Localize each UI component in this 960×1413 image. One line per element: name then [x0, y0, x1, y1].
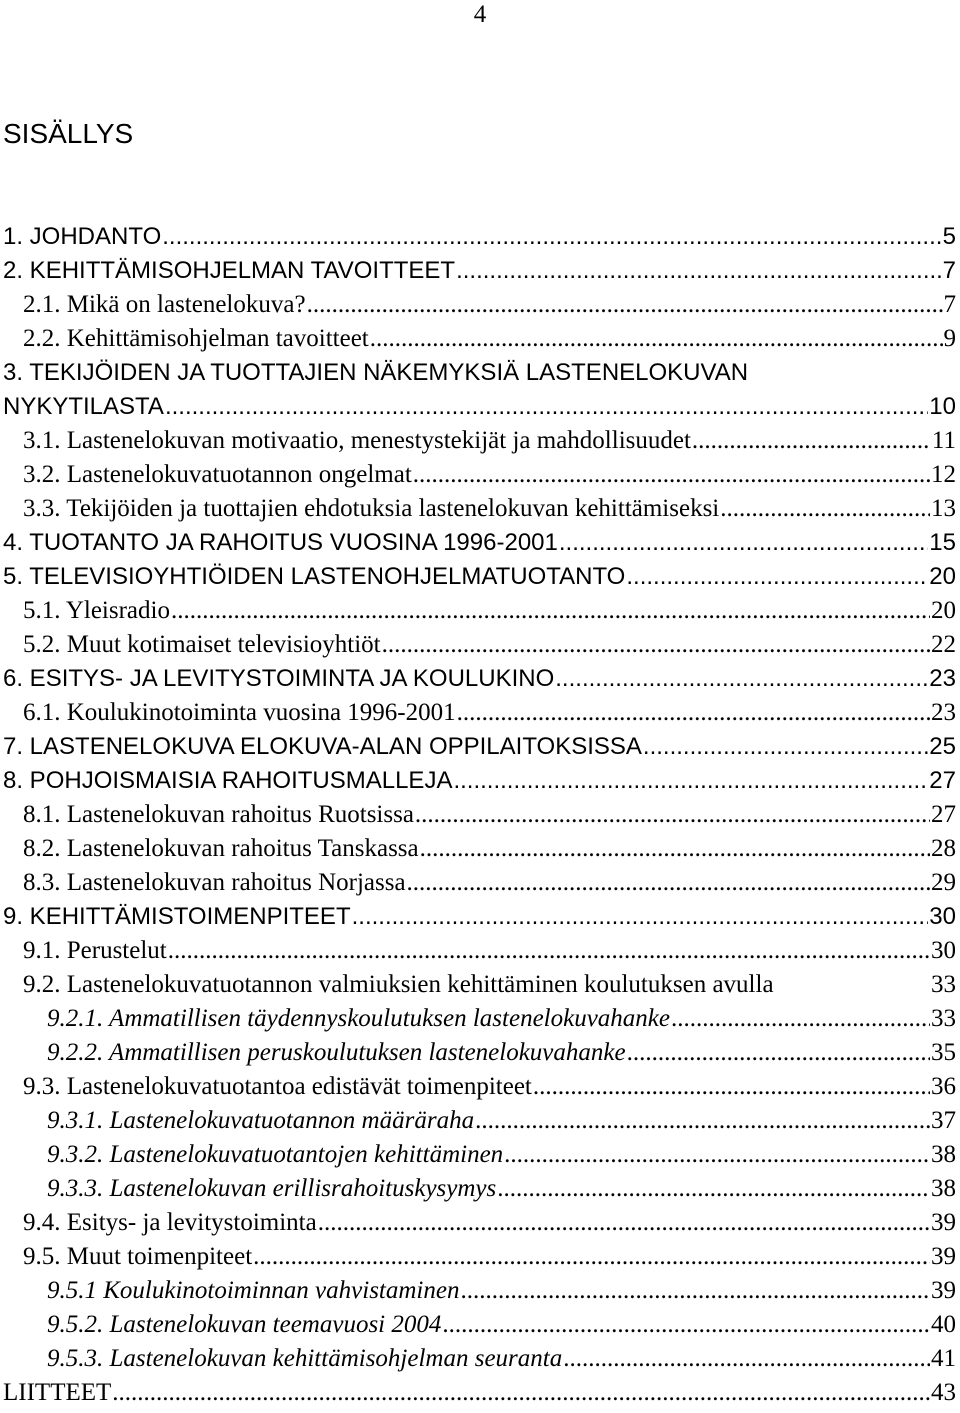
toc-entry	[0, 288, 960, 322]
toc-entry-title: 9. KEHITTÄMISTOIMENPITEET	[3, 903, 351, 930]
toc-entry-page: 35	[931, 1039, 956, 1066]
toc-dot-leader	[420, 832, 930, 866]
toc-dot-leader	[168, 934, 930, 968]
toc-dot-leader	[559, 526, 928, 560]
toc-entry-title: LIITTEET	[3, 1379, 112, 1406]
toc-entry-title: 8.1. Lastenelokuvan rahoitus Ruotsissa	[23, 801, 414, 828]
toc-entry-page: 28	[931, 835, 956, 862]
toc-entry	[0, 1002, 960, 1036]
toc-entry-title: 3.3. Tekijöiden ja tuottajien ehdotuksia lastenelokuvan kehittämiseksi	[23, 495, 720, 522]
toc-entry-page: 30	[929, 903, 956, 930]
toc-dot-leader	[318, 1206, 930, 1240]
toc-entry	[0, 1172, 960, 1206]
toc-entry-page: 33	[931, 1005, 956, 1032]
toc-dot-leader	[442, 1308, 930, 1342]
toc-entry-title: 9.2. Lastenelokuvatuotannon valmiuksien kehittäminen koulutuksen avulla	[23, 971, 774, 998]
toc-dot-leader	[352, 900, 929, 934]
toc-dot-leader	[171, 594, 930, 628]
toc-entry-title: 6. ESITYS- JA LEVITYSTOIMINTA JA KOULUKINO	[3, 665, 555, 692]
toc-entry	[0, 662, 960, 696]
toc-entry-title: 6.1. Koulukinotoiminta vuosina 1996-2001	[23, 699, 456, 726]
toc-entry	[0, 220, 960, 254]
toc-dot-leader	[112, 1376, 930, 1410]
toc-entry-page: 10	[929, 393, 956, 420]
toc-entry-title: 3.2. Lastenelokuvatuotannon ongelmat	[23, 461, 412, 488]
toc-entry	[0, 1308, 960, 1342]
toc-entry	[0, 934, 960, 968]
toc-dot-leader	[475, 1104, 930, 1138]
toc-entry-page: 43	[931, 1379, 956, 1406]
toc-entry-title: 1. JOHDANTO	[3, 223, 162, 250]
toc-dot-leader	[460, 1274, 930, 1308]
toc-entry-title: 3.1. Lastenelokuvan motivaatio, menestystekijät ja mahdollisuudet	[23, 427, 691, 454]
toc-dot-leader	[563, 1342, 930, 1376]
toc-entry-page: 27	[929, 767, 956, 794]
toc-entry-page: 7	[942, 257, 956, 284]
toc-entry	[0, 1342, 960, 1376]
toc-entry	[0, 526, 960, 560]
toc-entry-page: 23	[929, 665, 956, 692]
toc-entry-title: 9.1. Perustelut	[23, 937, 167, 964]
toc-entry-title: 2.2. Kehittämisohjelman tavoitteet	[23, 325, 369, 352]
toc-entry	[0, 968, 960, 1002]
toc-entry-page: 23	[931, 699, 956, 726]
toc-entry	[0, 254, 960, 288]
toc-dot-leader	[253, 1240, 930, 1274]
toc-entry-title: 8.2. Lastenelokuvan rahoitus Tanskassa	[23, 835, 419, 862]
toc-entry-page: 13	[931, 495, 956, 522]
toc-entry	[0, 1138, 960, 1172]
toc-entry-title: 9.2.2. Ammatillisen peruskoulutuksen lastenelokuvahanke	[47, 1039, 626, 1066]
toc-entry-page: 37	[931, 1107, 956, 1134]
toc-entry	[0, 696, 960, 730]
toc-dot-leader	[407, 866, 930, 900]
page-number: 4	[473, 1, 487, 28]
toc-entry	[0, 1206, 960, 1240]
toc-dot-leader	[627, 1036, 930, 1070]
toc-dot-leader	[457, 696, 930, 730]
toc-entry-page: 25	[929, 733, 956, 760]
toc-entry	[0, 322, 960, 356]
toc-entry	[0, 1104, 960, 1138]
toc-entry-page: 20	[931, 597, 956, 624]
toc-entry-title: 4. TUOTANTO JA RAHOITUS VUOSINA 1996-2001	[3, 529, 558, 556]
toc-entry-title: 2. KEHITTÄMISOHJELMAN TAVOITTEET	[3, 257, 456, 284]
toc-entry-title: 8. POHJOISMAISIA RAHOITUSMALLEJA	[3, 767, 453, 794]
toc-entry-page: 38	[931, 1141, 956, 1168]
toc-entry-page: 11	[931, 427, 956, 454]
toc-entry-page: 15	[929, 529, 956, 556]
toc-entry	[0, 594, 960, 628]
toc-entry-page: 39	[931, 1243, 956, 1270]
toc-entry	[0, 764, 960, 798]
toc-entry-title: 9.3.1. Lastenelokuvatuotannon määräraha	[47, 1107, 475, 1134]
toc-entry-title: 9.5. Muut toimenpiteet	[23, 1243, 253, 1270]
toc-entry	[0, 1240, 960, 1274]
toc-dot-leader	[497, 1172, 930, 1206]
toc-entry-page: 39	[931, 1209, 956, 1236]
toc-dot-leader	[456, 254, 942, 288]
toc-entry-title: 9.4. Esitys- ja levitystoiminta	[23, 1209, 317, 1236]
toc-entry-page: 29	[931, 869, 956, 896]
toc-dot-leader	[413, 458, 930, 492]
toc-entry-page: 33	[931, 971, 956, 998]
toc-entry-page: 40	[931, 1311, 956, 1338]
toc-entry-title: 7. LASTENELOKUVA ELOKUVA-ALAN OPPILAITOKSISSA	[3, 733, 642, 760]
toc-entry	[0, 560, 960, 594]
toc-entry	[0, 832, 960, 866]
toc-dot-leader	[555, 662, 928, 696]
toc-dot-leader	[671, 1002, 930, 1036]
toc-entry	[0, 628, 960, 662]
toc-entry-page: 9	[943, 325, 956, 352]
toc-dot-leader	[370, 322, 943, 356]
toc-entry	[0, 1070, 960, 1104]
toc-dot-leader	[382, 628, 930, 662]
toc-entry	[0, 458, 960, 492]
toc-entry-page: 39	[931, 1277, 956, 1304]
toc-dot-leader	[720, 492, 930, 526]
toc-entry-title: 9.5.2. Lastenelokuvan teemavuosi 2004	[47, 1311, 442, 1338]
toc-dot-leader	[307, 288, 943, 322]
toc-entry-title: 9.5.1 Koulukinotoiminnan vahvistaminen	[47, 1277, 460, 1304]
toc-entry-page: 27	[931, 801, 956, 828]
toc-entry	[0, 730, 960, 764]
toc-entry-page: 20	[929, 563, 956, 590]
toc-dot-leader	[162, 220, 941, 254]
toc-entry	[0, 356, 960, 390]
toc-entry	[0, 866, 960, 900]
toc-dot-leader	[643, 730, 928, 764]
toc-entry-title: 9.2.1. Ammatillisen täydennyskoulutuksen lastenelokuvahanke	[47, 1005, 670, 1032]
toc-dot-leader	[165, 390, 928, 424]
toc-entry-page: 22	[931, 631, 956, 658]
toc-dot-leader	[626, 560, 928, 594]
toc-entry-page: 36	[931, 1073, 956, 1100]
toc-dot-leader	[453, 764, 928, 798]
toc-entry-page: 41	[931, 1345, 956, 1372]
toc-dot-leader	[692, 424, 931, 458]
toc-entry	[0, 424, 960, 458]
toc-entry-title: 5. TELEVISIOYHTIÖIDEN LASTENOHJELMATUOTANTO	[3, 563, 626, 590]
toc-entry	[0, 1274, 960, 1308]
toc-entry-page: 38	[931, 1175, 956, 1202]
page-title: SISÄLLYS	[3, 118, 134, 149]
toc-dot-leader	[504, 1138, 930, 1172]
toc-entry-title: 3. TEKIJÖIDEN JA TUOTTAJIEN NÄKEMYKSIÄ LASTENELOKUVAN	[3, 359, 749, 386]
toc-entry-title: 9.3.3. Lastenelokuvan erillisrahoituskysymys	[47, 1175, 497, 1202]
toc-entry-page: 12	[931, 461, 956, 488]
toc-entry	[0, 390, 960, 424]
toc-entry-page: 30	[931, 937, 956, 964]
toc-dot-leader	[415, 798, 930, 832]
toc-entry	[0, 492, 960, 526]
toc-entry-title: 9.3.2. Lastenelokuvatuotantojen kehittäminen	[47, 1141, 504, 1168]
toc-dot-leader	[533, 1070, 930, 1104]
toc-entry-title: 9.5.3. Lastenelokuvan kehittämisohjelman seuranta	[47, 1345, 563, 1372]
toc-entry	[0, 798, 960, 832]
toc-entry-title: 9.3. Lastenelokuvatuotantoa edistävät toimenpiteet	[23, 1073, 532, 1100]
toc-entry	[0, 900, 960, 934]
toc-entry-title: 5.2. Muut kotimaiset televisioyhtiöt	[23, 631, 381, 658]
toc-entry-page: 7	[943, 291, 956, 318]
toc-entry	[0, 1036, 960, 1070]
toc-entry-page: 5	[942, 223, 956, 250]
toc-entry-title: 8.3. Lastenelokuvan rahoitus Norjassa	[23, 869, 406, 896]
toc-entry-title: 2.1. Mikä on lastenelokuva?	[23, 291, 306, 318]
toc-entry-title: 5.1. Yleisradio	[23, 597, 170, 624]
toc-entry-title: NYKYTILASTA	[3, 393, 164, 420]
toc-entry	[0, 1376, 960, 1410]
